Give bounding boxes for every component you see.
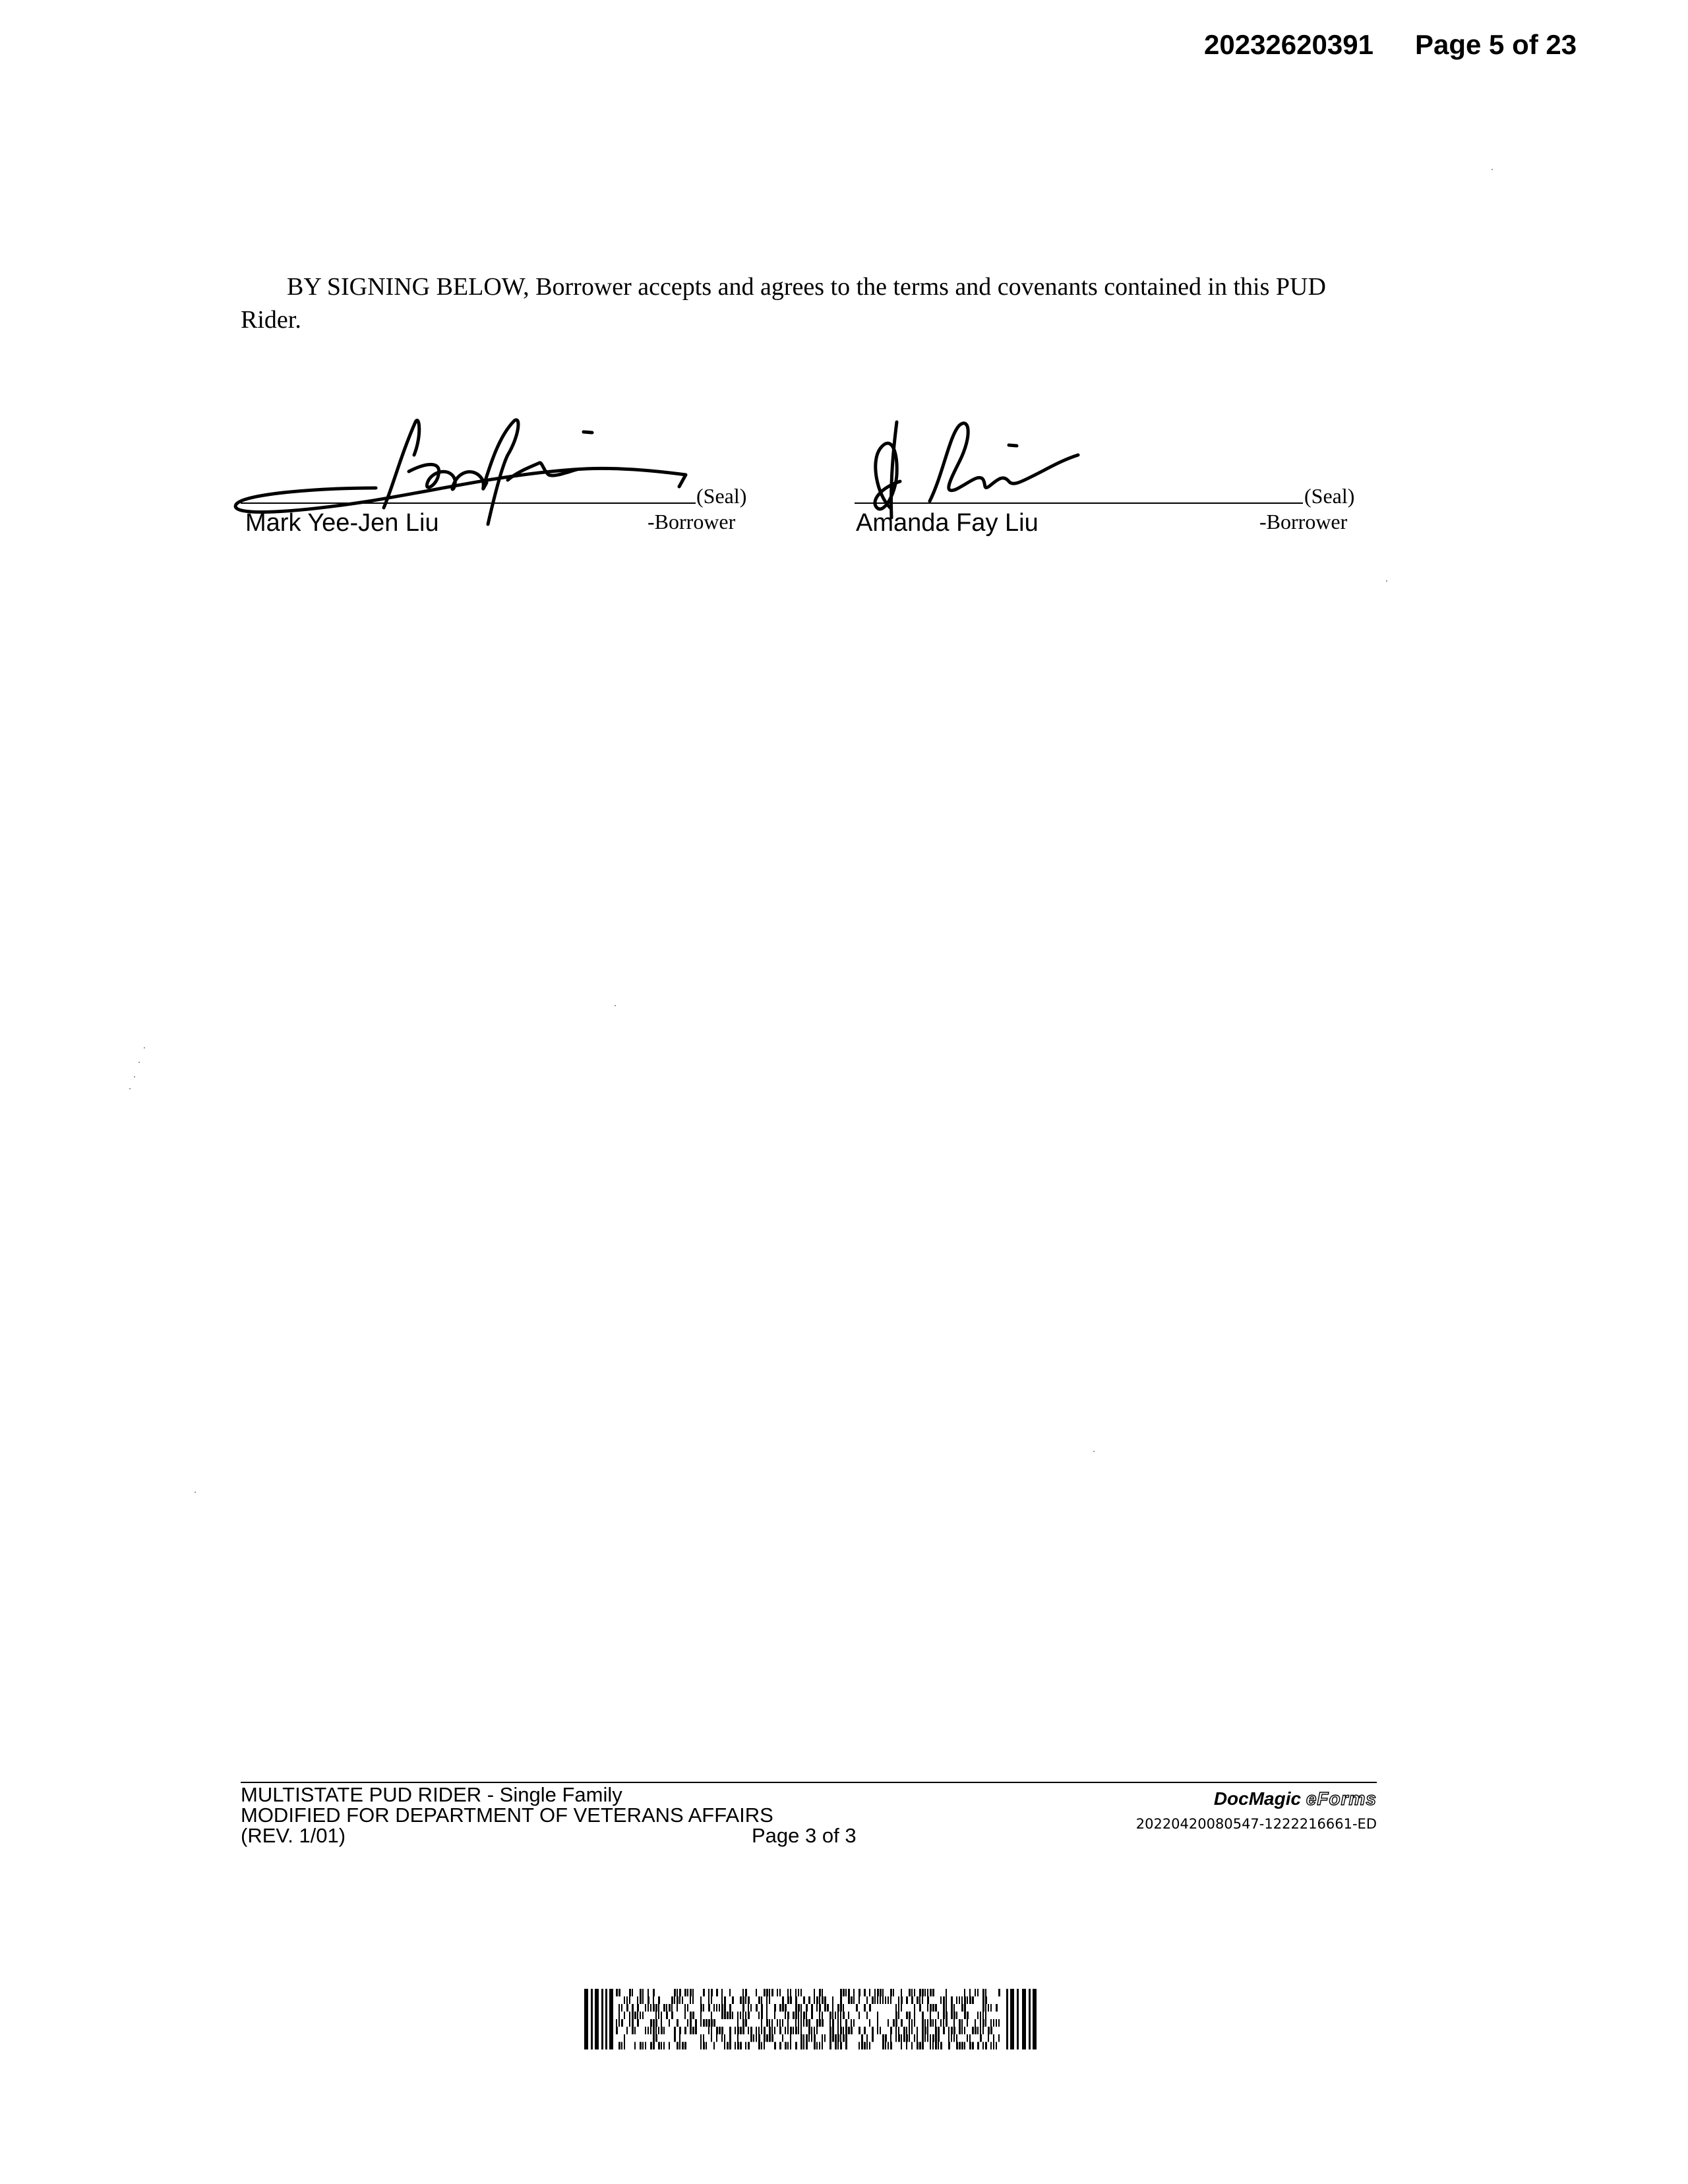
scan-speck — [129, 1088, 131, 1089]
brand-product: eForms — [1306, 1788, 1377, 1809]
scan-speck — [134, 1076, 135, 1077]
scan-speck — [138, 1062, 140, 1063]
scan-speck — [615, 1005, 616, 1006]
borrower-role-1: -Borrower — [648, 510, 736, 533]
scan-speck — [1492, 169, 1493, 170]
recording-document-number: 20232620391 — [1204, 29, 1373, 60]
scan-speck — [1386, 580, 1387, 582]
form-title: MULTISTATE PUD RIDER - Single Family — [241, 1783, 622, 1806]
barcode — [584, 1989, 1039, 2049]
form-page-number: Page 3 of 3 — [752, 1824, 857, 1847]
signature-line-2 — [855, 502, 1303, 504]
form-subtitle: MODIFIED FOR DEPARTMENT OF VETERANS AFFAIRS — [241, 1804, 773, 1827]
brand-name: DocMagic — [1213, 1788, 1302, 1809]
scan-speck — [1093, 1451, 1095, 1452]
seal-label-1: (Seal) — [696, 484, 747, 508]
signature-line-1 — [241, 502, 696, 504]
borrower-role-2: -Borrower — [1259, 510, 1348, 533]
recording-page-label: Page 5 of 23 — [1415, 29, 1577, 60]
borrower-name-2: Amanda Fay Liu — [856, 509, 1039, 537]
docmagic-eforms-logo — [1214, 1788, 1377, 1809]
form-revision: (REV. 1/01) — [241, 1824, 346, 1847]
document-id: 20220420080547-1222216661-ED — [1135, 1816, 1377, 1832]
borrower-name-1: Mark Yee-Jen Liu — [245, 509, 439, 537]
scan-speck — [195, 1492, 196, 1493]
seal-label-2: (Seal) — [1304, 484, 1355, 508]
scan-speck — [144, 1047, 145, 1048]
signing-acknowledgement-paragraph: BY SIGNING BELOW, Borrower accepts and agrees to the terms and covenants contained in this PUD Rider. — [241, 273, 1326, 334]
